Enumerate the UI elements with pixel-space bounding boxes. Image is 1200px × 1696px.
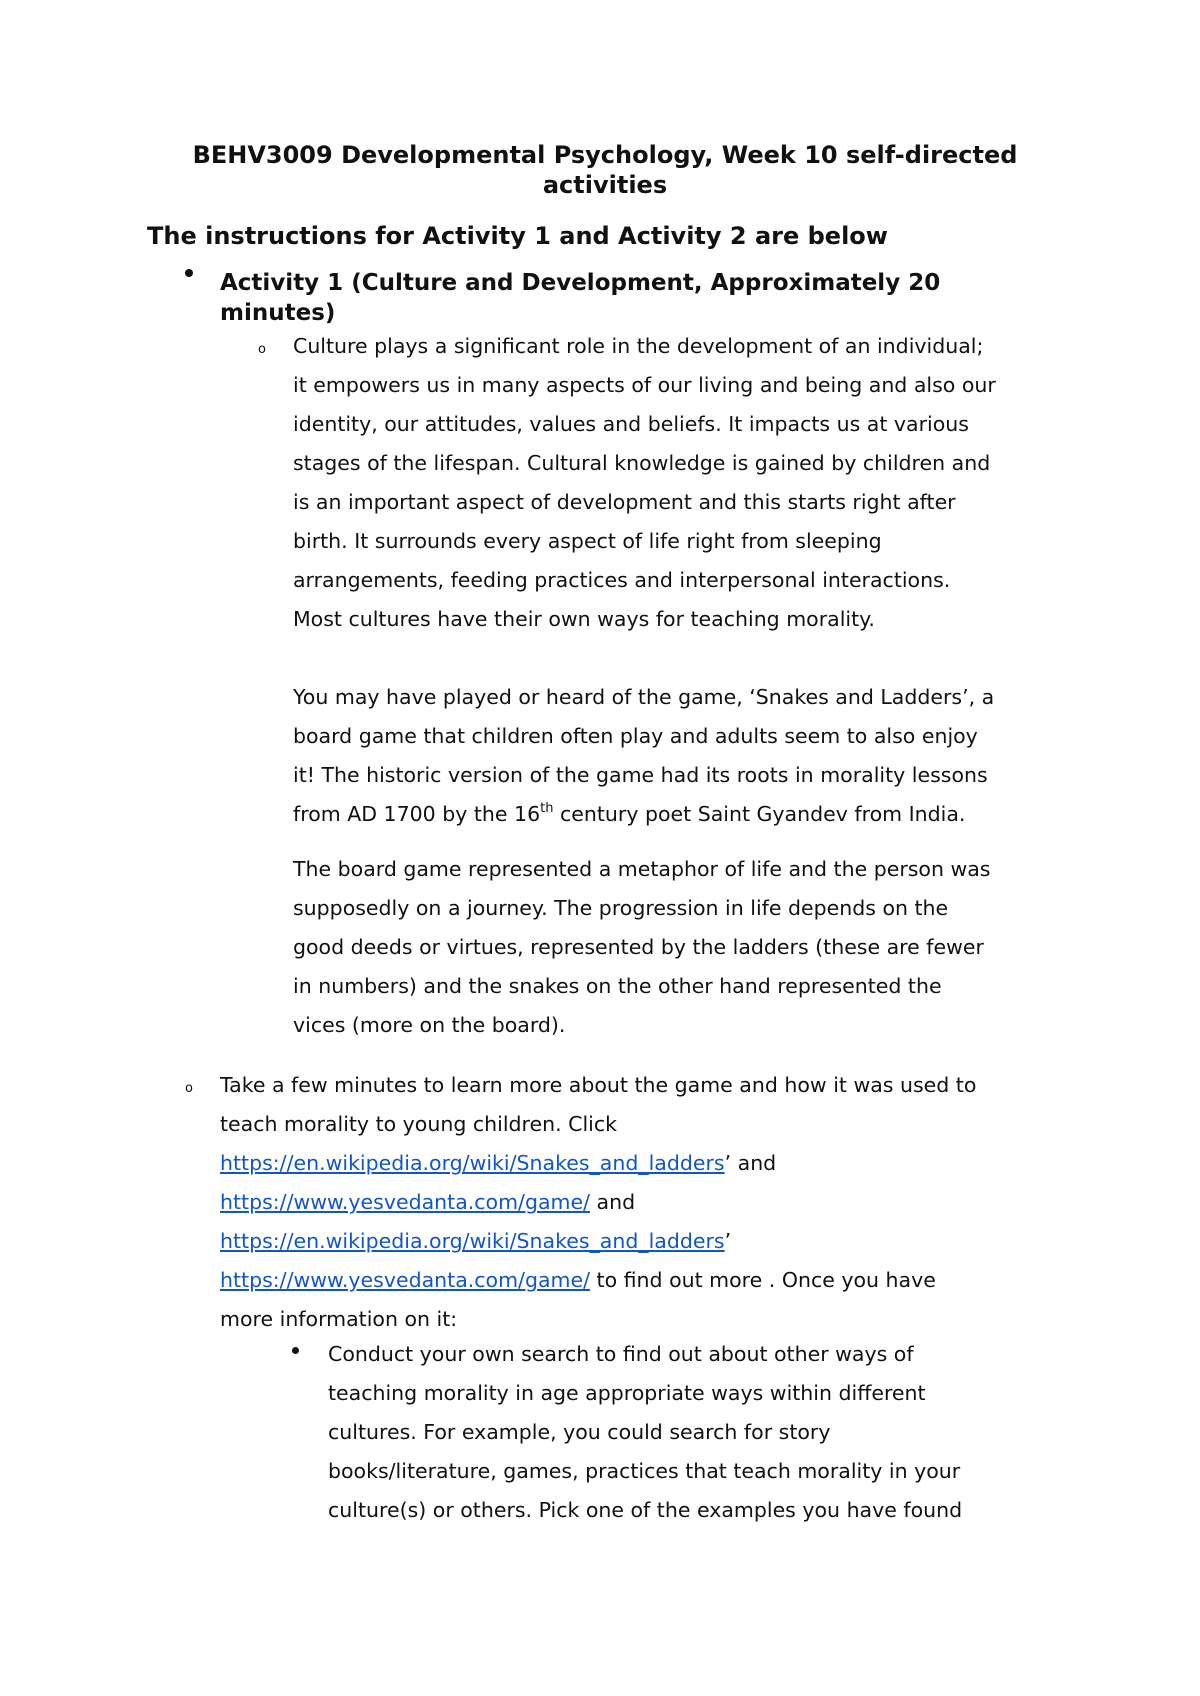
bullet-dot-icon	[292, 1347, 299, 1354]
board-line: The board game represented a metaphor of life and the person was	[293, 857, 991, 881]
wikipedia-link[interactable]: https://en.wikipedia.org/wiki/Snakes_and_ladders	[220, 1151, 725, 1175]
culture-line: Most cultures have their own ways for teaching morality.	[293, 607, 875, 631]
title-line-2: activities	[542, 171, 668, 199]
title-line-1: BEHV3009 Developmental Psychology, Week 10 self-directed	[192, 141, 1018, 169]
culture-line: identity, our attitudes, values and beliefs. It impacts us at various	[293, 412, 969, 436]
take-line-6	[220, 1261, 1080, 1300]
board-line: vices (more on the board).	[293, 1013, 566, 1037]
snakes-line: You may have played or heard of the game, ‘Snakes and Ladders’, a	[293, 685, 995, 709]
take-line-4	[220, 1183, 1080, 1222]
ordinal-suffix: th	[540, 801, 554, 816]
activity-1-heading-line-1: Activity 1 (Culture and Development, Approximately 20	[220, 270, 941, 296]
board-line: in numbers) and the snakes on the other hand represented the	[293, 974, 942, 998]
culture-line: birth. It surrounds every aspect of life right from sleeping	[293, 529, 882, 553]
snakes-paragraph	[293, 678, 1093, 834]
culture-paragraph	[293, 327, 1093, 639]
board-line: supposedly on a journey. The progression in life depends on the	[293, 896, 949, 920]
conduct-line: cultures. For example, you could search for story	[328, 1420, 831, 1444]
snakes-text-before: from AD 1700 by the 16	[293, 802, 541, 826]
culture-line: it empowers us in many aspects of our living and being and also our	[293, 373, 996, 397]
culture-line: stages of the lifespan. Cultural knowledge is gained by children and	[293, 451, 991, 475]
culture-line: is an important aspect of development and this starts right after	[293, 490, 956, 514]
culture-line: Culture plays a significant role in the development of an individual;	[293, 334, 984, 358]
conduct-line: teaching morality in age appropriate ways within different	[328, 1381, 926, 1405]
activity-1-heading-line-2: minutes)	[220, 300, 336, 326]
take-line-2: teach morality to young children. Click	[220, 1112, 617, 1136]
instructions-heading: The instructions for Activity 1 and Activity 2 are below	[147, 222, 888, 250]
link-suffix-text: to find out more . Once you have	[590, 1268, 936, 1292]
snakes-line: it! The historic version of the game had its roots in morality lessons	[293, 763, 988, 787]
conduct-line: Conduct your own search to find out about other ways of	[328, 1342, 914, 1366]
conduct-line: books/literature, games, practices that teach morality in your	[328, 1459, 961, 1483]
yesvedanta-link[interactable]: https://www.yesvedanta.com/game/	[220, 1268, 591, 1292]
conduct-paragraph	[328, 1335, 1088, 1530]
snakes-line: board game that children often play and adults seem to also enjoy	[293, 724, 978, 748]
link-suffix-text: ’ and	[724, 1151, 777, 1175]
take-line-5	[220, 1222, 1080, 1261]
snakes-line-last	[293, 795, 1093, 834]
document-title	[150, 140, 1060, 200]
conduct-line: culture(s) or others. Pick one of the examples you have found	[328, 1498, 963, 1522]
sub-bullet-icon: o	[258, 342, 266, 357]
yesvedanta-link[interactable]: https://www.yesvedanta.com/game/	[220, 1190, 591, 1214]
snakes-text-after: century poet Saint Gyandev from India.	[553, 802, 966, 826]
take-line-3	[220, 1144, 1080, 1183]
bullet-dot-icon	[185, 269, 193, 277]
take-line-1: Take a few minutes to learn more about the game and how it was used to	[220, 1073, 977, 1097]
activity-1-heading	[220, 268, 1040, 328]
culture-line: arrangements, feeding practices and interpersonal interactions.	[293, 568, 951, 592]
board-paragraph	[293, 850, 1093, 1045]
link-suffix-text: and	[590, 1190, 636, 1214]
wikipedia-link[interactable]: https://en.wikipedia.org/wiki/Snakes_and_ladders	[220, 1229, 725, 1253]
take-paragraph	[220, 1066, 1080, 1339]
take-line-7: more information on it:	[220, 1307, 458, 1331]
sub-bullet-icon: o	[185, 1081, 193, 1096]
board-line: good deeds or virtues, represented by the ladders (these are fewer	[293, 935, 984, 959]
link-suffix-text: ’	[724, 1229, 732, 1253]
